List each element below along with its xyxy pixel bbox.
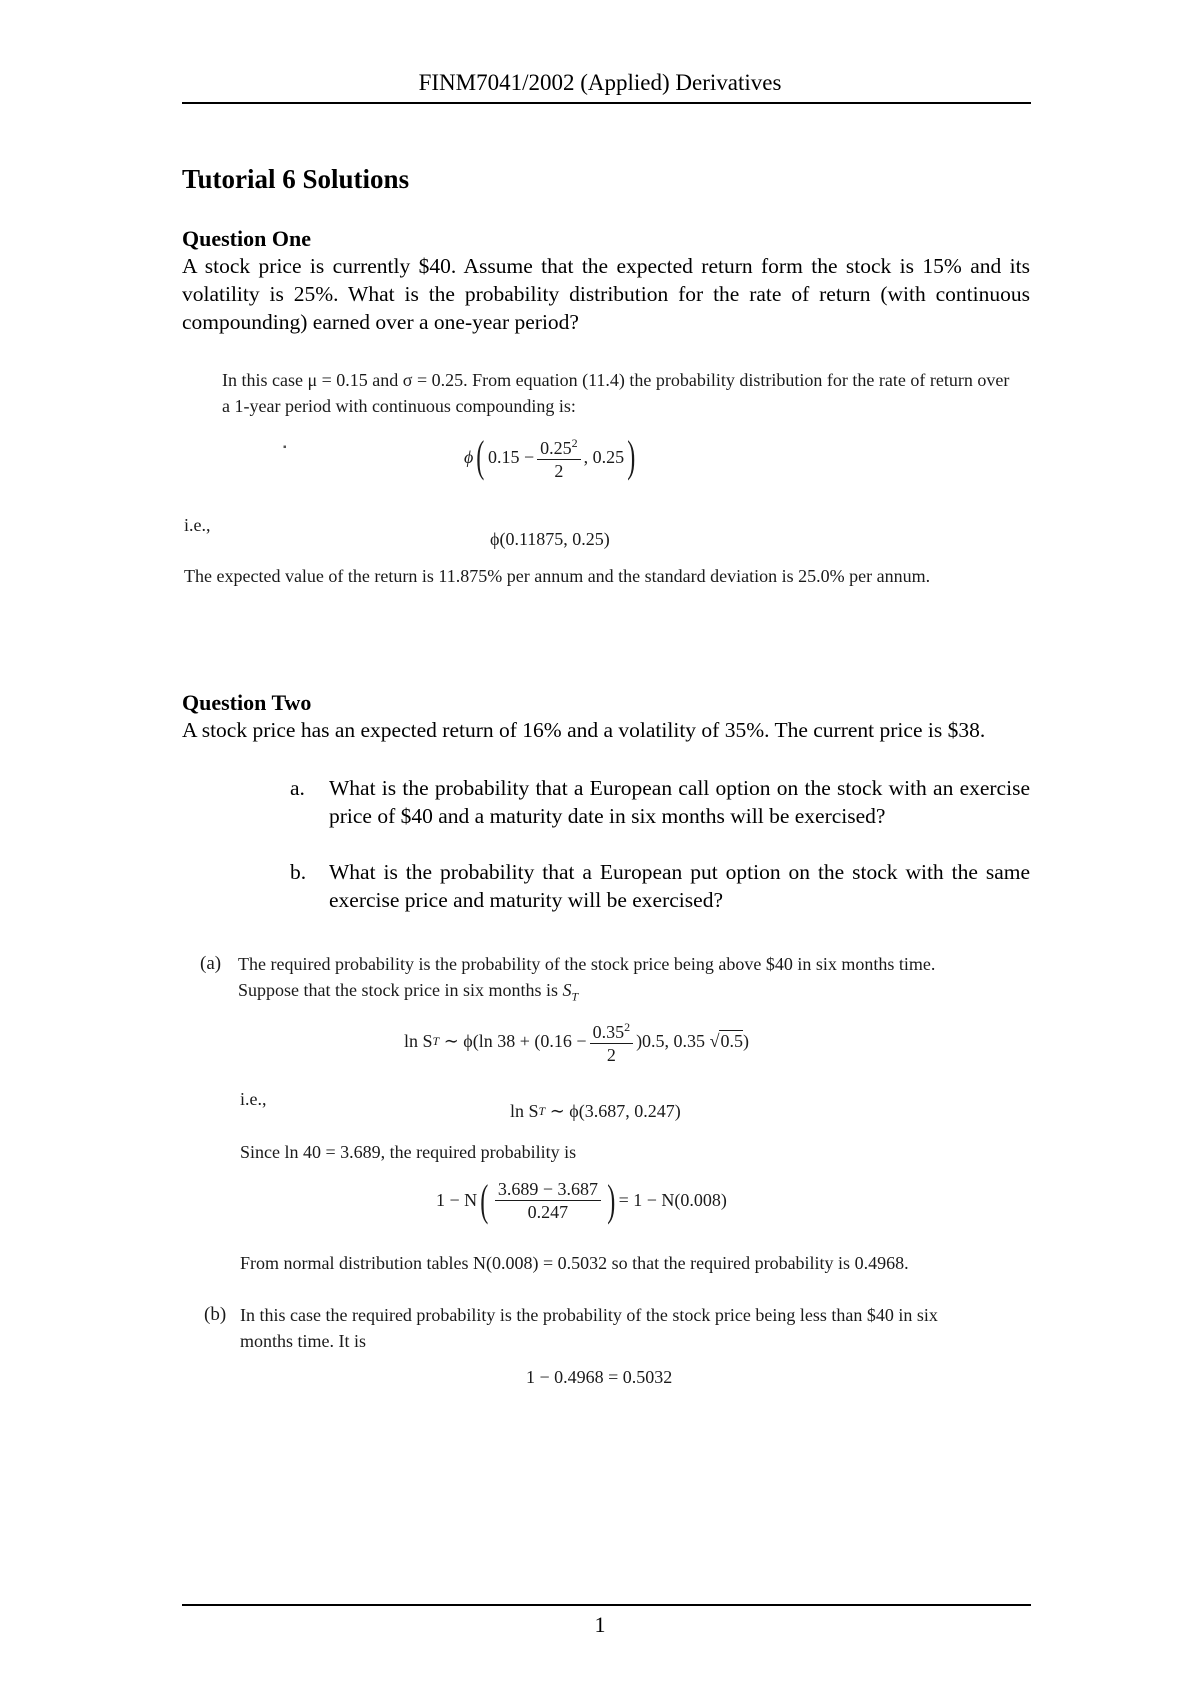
q2-since-text: Since ln 40 = 3.689, the required probability is [240,1142,577,1162]
header-rule [182,102,1031,104]
q1-answer-conclusion: The expected value of the return is 11.875% per annum and the standard deviation is 25.0% per annum. [184,566,931,586]
q2-ie: i.e., [240,1089,267,1109]
q1-equation-1: ϕ ( 0.15 − $\frac{0.25^2}{2}$ , 0.25 ) [464,432,636,481]
q2-answer-b-text: In this case the required probability is the probability of the stock price being less than $40 in six months time. It is [240,1305,938,1351]
q2-equation-1: ln S T ∼ ϕ(ln 38 + (0.16 − $\frac{0.35^2}{2}$ )0.5, 0.35 √ 0.5 ) [404,1016,749,1066]
q2-equation-3: 1 − N ( $\frac{3.689 - 3.687}{0.247}$ ) = 1 − N(0.008) [436,1175,727,1225]
scan-speck: ▪ [283,442,287,453]
question-two-heading: Question Two [182,690,312,715]
q2-answer-a-label: (a) [200,953,222,974]
page-title: Tutorial 6 Solutions [182,164,410,194]
q2-from-tables: From normal distribution tables N(0.008) = 0.5032 so that the required probability is 0.4968. [240,1253,909,1273]
q2-equation-4: 1 − 0.4968 = 0.5032 [526,1367,673,1387]
running-header: FINM7041/2002 (Applied) Derivatives [418,70,782,95]
q2-answer-b-label: (b) [204,1304,227,1325]
q2-equation-2: ln S T ∼ ϕ(3.687, 0.247) [510,1101,681,1121]
question-two-part-a: a. What is the probability that a European call option on the stock with an exercise price of $40 and a maturity date in six months will be exercised? [290,776,1030,828]
footer-rule [182,1604,1031,1606]
page-number: 1 [594,1612,606,1637]
q1-equation-2: ϕ(0.11875, 0.25) [490,529,610,549]
q1-ie: i.e., [184,515,211,535]
question-two-part-b: b. What is the probability that a European put option on the stock with the same exercise price and maturity will be exercised? [290,860,1030,912]
question-two-text: A stock price has an expected return of 16% and a volatility of 35%. The current price is $38. [182,718,986,742]
q2-answer-a-intro: The required probability is the probability of the stock price being above $40 in six months time. Suppose that the stock price in six months is $S_T$ [238,954,936,1004]
question-one-text: A stock price is currently $40. Assume that the expected return form the stock is 15% and its volatility is 25%. What is the probability distribution for the rate of return (with continuous compounding) earned over a one-year period? [182,254,1030,334]
q1-answer-intro: In this case μ = 0.15 and σ = 0.25. From equation (11.4) the probability distribution for the rate of return over a 1-year period with continuous compounding is: [222,370,1010,416]
question-one-heading: Question One [182,226,311,251]
